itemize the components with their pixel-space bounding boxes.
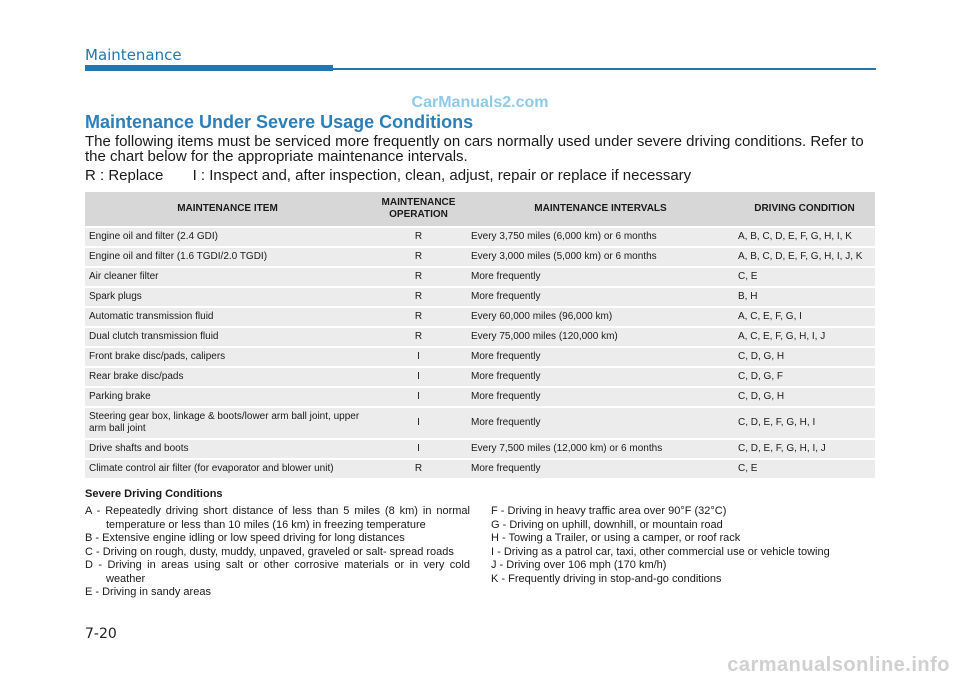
cell-interval: More frequently bbox=[467, 287, 734, 307]
table-header-row bbox=[85, 192, 875, 227]
cell-condition: A, B, C, D, E, F, G, H, I, J, K bbox=[734, 247, 875, 267]
cell-operation: R bbox=[370, 459, 467, 479]
table-row bbox=[85, 367, 875, 387]
intro-paragraph: The following items must be serviced more frequently on cars normally used under severe driving conditions. Refer to the chart below for the appropriate maintenance intervals. bbox=[85, 133, 864, 165]
table-row bbox=[85, 287, 875, 307]
page-title: Maintenance Under Severe Usage Conditions bbox=[85, 112, 474, 132]
cell-interval: Every 60,000 miles (96,000 km) bbox=[467, 307, 734, 327]
table-row bbox=[85, 227, 875, 247]
cell-condition: A, C, E, F, G, I bbox=[734, 307, 875, 327]
cell-condition: C, D, G, F bbox=[734, 367, 875, 387]
severe-conditions-right bbox=[491, 505, 881, 586]
condition-item: A - Repeatedly driving short distance of less than 5 miles (8 km) in normal temperature or less than 10 miles (16 km) in freezing temperature bbox=[85, 505, 470, 531]
legend-replace: R : Replace bbox=[85, 167, 164, 184]
condition-item: K - Frequently driving in stop-and-go conditions bbox=[491, 572, 722, 585]
condition-item: C - Driving on rough, dusty, muddy, unpaved, graveled or salt- spread roads bbox=[85, 545, 454, 558]
cell-item: Climate control air filter (for evaporator and blower unit) bbox=[85, 459, 370, 479]
cell-interval: More frequently bbox=[467, 407, 734, 439]
table-row bbox=[85, 347, 875, 367]
severe-conditions-heading: Severe Driving Conditions bbox=[85, 488, 223, 500]
cell-item: Parking brake bbox=[85, 387, 370, 407]
table-row bbox=[85, 267, 875, 287]
cell-interval: More frequently bbox=[467, 367, 734, 387]
cell-item: Spark plugs bbox=[85, 287, 370, 307]
cell-item: Steering gear box, linkage & boots/lower arm ball joint, upper arm ball joint bbox=[85, 407, 370, 439]
header-operation: MAINTENANCE OPERATION bbox=[370, 192, 467, 227]
cell-interval: More frequently bbox=[467, 459, 734, 479]
cell-item: Drive shafts and boots bbox=[85, 439, 370, 459]
cell-condition: C, D, E, F, G, H, I, J bbox=[734, 439, 875, 459]
cell-item: Engine oil and filter (2.4 GDI) bbox=[85, 227, 370, 247]
condition-item: F - Driving in heavy traffic area over 90°F (32°C) bbox=[491, 505, 727, 517]
cell-operation: R bbox=[370, 247, 467, 267]
header-intervals: MAINTENANCE INTERVALS bbox=[467, 192, 734, 227]
operation-legend bbox=[85, 167, 691, 184]
page-number: 7-20 bbox=[85, 626, 117, 642]
condition-item: E - Driving in sandy areas bbox=[85, 586, 211, 598]
cell-operation: R bbox=[370, 307, 467, 327]
cell-interval: Every 7,500 miles (12,000 km) or 6 months bbox=[467, 439, 734, 459]
condition-item: I - Driving as a patrol car, taxi, other commercial use or vehicle towing bbox=[491, 545, 830, 558]
table-row bbox=[85, 459, 875, 479]
header-rule-thin bbox=[333, 68, 876, 70]
header-rule-thick bbox=[85, 65, 333, 71]
cell-interval: More frequently bbox=[467, 387, 734, 407]
cell-operation: I bbox=[370, 347, 467, 367]
cell-interval: More frequently bbox=[467, 347, 734, 367]
cell-item: Rear brake disc/pads bbox=[85, 367, 370, 387]
cell-operation: I bbox=[370, 439, 467, 459]
header-condition: DRIVING CONDITION bbox=[734, 192, 875, 227]
table-row bbox=[85, 307, 875, 327]
cell-operation: R bbox=[370, 327, 467, 347]
table-row bbox=[85, 387, 875, 407]
cell-condition: B, H bbox=[734, 287, 875, 307]
cell-item: Air cleaner filter bbox=[85, 267, 370, 287]
table-row bbox=[85, 247, 875, 267]
cell-operation: R bbox=[370, 227, 467, 247]
severe-conditions-left bbox=[85, 505, 470, 600]
cell-interval: Every 3,750 miles (6,000 km) or 6 months bbox=[467, 227, 734, 247]
table-row bbox=[85, 407, 875, 439]
cell-operation: R bbox=[370, 267, 467, 287]
cell-interval: Every 3,000 miles (5,000 km) or 6 months bbox=[467, 247, 734, 267]
cell-item: Dual clutch transmission fluid bbox=[85, 327, 370, 347]
condition-item: J - Driving over 106 mph (170 km/h) bbox=[491, 559, 667, 571]
cell-interval: More frequently bbox=[467, 267, 734, 287]
cell-operation: I bbox=[370, 387, 467, 407]
cell-condition: C, D, E, F, G, H, I bbox=[734, 407, 875, 439]
cell-condition: C, D, G, H bbox=[734, 347, 875, 367]
cell-operation: I bbox=[370, 367, 467, 387]
condition-item: B - Extensive engine idling or low speed driving for long distances bbox=[85, 532, 405, 544]
cell-item: Front brake disc/pads, calipers bbox=[85, 347, 370, 367]
table-row bbox=[85, 439, 875, 459]
cell-condition: A, B, C, D, E, F, G, H, I, K bbox=[734, 227, 875, 247]
cell-item: Engine oil and filter (1.6 TGDI/2.0 TGDI) bbox=[85, 247, 370, 267]
legend-inspect: I : Inspect and, after inspection, clean, adjust, repair or replace if necessary bbox=[192, 167, 692, 184]
cell-condition: C, E bbox=[734, 267, 875, 287]
cell-interval: Every 75,000 miles (120,000 km) bbox=[467, 327, 734, 347]
cell-condition: C, E bbox=[734, 459, 875, 479]
cell-operation: I bbox=[370, 407, 467, 439]
cell-condition: A, C, E, F, G, H, I, J bbox=[734, 327, 875, 347]
condition-item: G - Driving on uphill, downhill, or mountain road bbox=[491, 518, 723, 531]
header-item: MAINTENANCE ITEM bbox=[85, 192, 370, 227]
cell-item: Automatic transmission fluid bbox=[85, 307, 370, 327]
cell-operation: R bbox=[370, 287, 467, 307]
cell-condition: C, D, G, H bbox=[734, 387, 875, 407]
maintenance-table-wrap bbox=[85, 192, 875, 480]
watermark-bottom: carmanualsonline.info bbox=[727, 654, 950, 676]
maintenance-table bbox=[85, 192, 875, 480]
condition-item: H - Towing a Trailer, or using a camper, or roof rack bbox=[491, 532, 741, 544]
section-label: Maintenance bbox=[85, 46, 182, 64]
table-row bbox=[85, 327, 875, 347]
condition-item: D - Driving in areas using salt or other corrosive materials or in very cold weather bbox=[85, 559, 470, 585]
watermark-top: CarManuals2.com bbox=[411, 94, 549, 111]
